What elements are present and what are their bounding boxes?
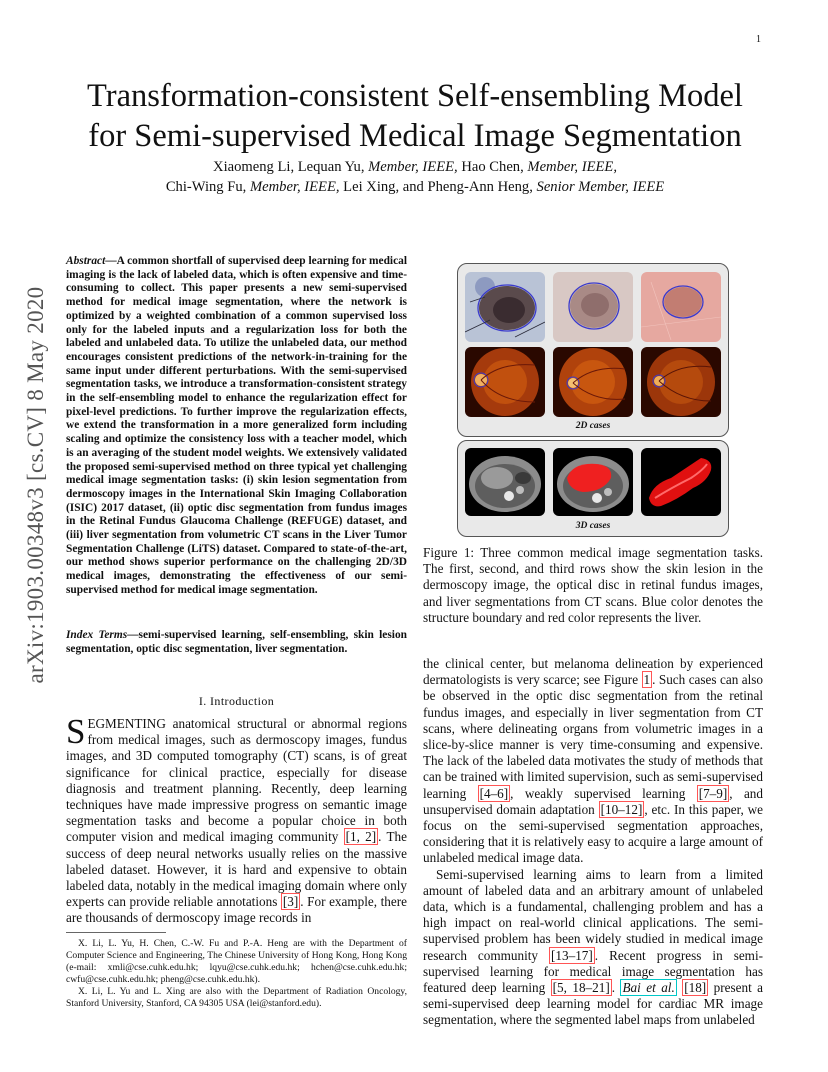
author-line-1: [60, 157, 770, 177]
section-heading: I. Introduction: [198, 694, 275, 708]
page-number: 1: [756, 34, 761, 45]
citation-link[interactable]: [13–17]: [551, 947, 593, 963]
ct-scan-liver-overlay: [553, 448, 633, 516]
text-segment: Member, IEEE,: [249, 179, 340, 195]
arxiv-identifier-text: arXiv:1903.00348v3 [cs.CV] 8 May 2020: [23, 286, 48, 684]
index-terms-text: —semi-supervised learning, self-ensembling, skin lesion segmentation, optic disc segmentation, liver segmentation.: [66, 629, 407, 655]
citation-link[interactable]: [1, 2]: [345, 829, 377, 845]
author-line-2: [60, 177, 770, 197]
title-line-2: for Semi-supervised Medical Image Segmentation: [88, 118, 742, 154]
citation-link[interactable]: [18]: [684, 980, 707, 996]
text-segment: , and unsupervised domain adaptation: [423, 785, 763, 817]
figure-3d-panel: [457, 440, 729, 537]
text-segment: , weakly supervised learning: [510, 785, 697, 801]
figure-2d-panel: [457, 263, 729, 437]
text-segment: . Recent progress in semi-supervised learning for medical image segmentation has featured deep learning: [423, 947, 763, 996]
text-segment: . Such cases can also be observed in the optic disc segmentation from the retinal fundus images, and especially in liver segmentation from CT scans, where delineating organs from volumetric images in a slice-by-slice manner is very time-consuming and expensive. The lack of the labeled data motivates the study of methods that can be trained with limited supervision, such as semi-supervised learning: [423, 672, 763, 801]
intro-body: [66, 712, 407, 926]
citation-link[interactable]: [10–12]: [600, 801, 643, 817]
footnote-affiliation-2: X. Li, L. Yu and L. Xing are also with the Department of Radiation Oncology, Stanford University, Stanford, CA 94305 USA (lei@stanford.edu).: [66, 986, 407, 1009]
figure-label-3d: 3D cases: [575, 521, 611, 531]
text-segment: Xiaomeng Li, Lequan Yu,: [213, 159, 369, 175]
text-segment: the clinical center, but melanoma delineation by experienced dermatologists is very scarce; see Figure: [423, 656, 763, 688]
abstract-label: Abstract: [66, 255, 106, 267]
text-segment: .: [611, 980, 621, 996]
intro-paragraph: [66, 712, 407, 927]
text-segment: Lei Xing, and Pheng-Ann Heng,: [339, 179, 537, 195]
text-segment: . The success of deep neural networks usually relies on the massive labeled dataset. However, it is hard and expensive to obtain labeled data, notably in the medical imaging domain where only experts can provide reliable annotations: [66, 829, 407, 910]
text-segment: anatomical structural or abnormal regions from medical images, such as dermoscopy images, fundus images, and 3D computed tomography (CT) scans, is of great significance for clinical practice, especially for disease diagnosis and treatment planning. Recently, deep learning techniques have made impressive progress on semantic image segmentation tasks and become a popular choice in both computer vision and medical imaging community: [66, 716, 407, 845]
paper-title: [60, 76, 770, 156]
title-line-1: Transformation-consistent Self-ensembling Model: [87, 78, 743, 114]
text-segment: , etc. In this paper, we focus on the semi-supervised segmentation approaches, considering that it is relatively easy to acquire a large amount of unlabeled medical image data.: [423, 801, 763, 866]
liver-3d-render: [641, 448, 721, 516]
index-terms: [66, 629, 407, 656]
footnote-affiliation-1: X. Li, L. Yu, H. Chen, C.-W. Fu and P.-A. Heng are with the Department of Computer Science and Engineering, The Chinese University of Hong Kong, Hong Kong (e-mail: xmli@cse.cuhk.edu.hk; lqyu@cse.cuhk.edu.hk; hchen@cse.cuhk.edu.hk; cwfu@cse.cuhk.edu.hk; pheng@cse.cuhk.edu.hk).: [66, 938, 407, 985]
figure-label-2d: 2D cases: [575, 421, 611, 431]
figure-caption: Figure 1: Three common medical image segmentation tasks. The first, second, and third rows show the skin lesion in the dermoscopy image, the optical disc in retinal fundus images, and liver segmentations from CT scans. Blue color denotes the structure boundary and red color represents the liver.: [423, 545, 763, 625]
dermoscopy-image-3: [641, 272, 721, 342]
author-list: [60, 157, 770, 197]
text-segment: Senior Member, IEEE: [536, 179, 665, 195]
text-segment: Member, IEEE,: [368, 159, 458, 175]
citation-link[interactable]: [7–9]: [698, 785, 728, 801]
dermoscopy-image-2: [553, 272, 633, 342]
text-segment: Semi-supervised learning aims to learn from a limited amount of labeled data and an arbitrary amount of unlabeled data, which is a fundamental, challenging problem and has a high impact on real-world clinical applications. The semi-supervised problem has been widely studied in medical image research community: [423, 866, 763, 963]
fundus-image-2: [553, 347, 633, 417]
text-segment: Member, IEEE,: [527, 159, 617, 175]
arxiv-identifier: [20, 285, 52, 685]
right-column-text: [423, 656, 763, 1029]
text-segment: Chi-Wing Fu,: [165, 179, 250, 195]
index-terms-label: Index Terms: [66, 629, 128, 641]
abstract: [66, 255, 407, 598]
footnote-rule: [66, 932, 166, 933]
text-segment: Hao Chen,: [457, 159, 528, 175]
footnotes: [66, 938, 407, 1010]
abstract-text: —A common shortfall of supervised deep learning for medical imaging is the lack of labeled data, which is often expensive and time-consuming to collect. This paper presents a new semi-supervised method for medical image segmentation, where the network is optimized by a weighted combination of a common supervised loss only for the labeled inputs and a regularization loss for both the labeled and unlabeled data. To utilize the unlabeled data, our method encourages consistent predictions of the network-in-training for the same input under different perturbations. With the semi-supervised segmentation tasks, we introduce a transformation-consistent strategy in the self-ensembling model to enhance the regularization effect for pixel-level predictions. To further improve the regularization effects, we extend the transformation in a more generalized form including scaling and optimize the consistency loss with a teacher model, which is an averaging of the student model weights. We extensively validated the proposed semi-supervised method on three typical yet challenging medical image segmentation tasks: (i) skin lesion segmentation from dermoscopy images in the International Skin Imaging Collaboration (ISIC) 2017 dataset, (ii) optic disc segmentation from fundus images in the Retinal Fundus Glaucoma Challenge (REFUGE) dataset, and (iii) liver segmentation from volumetric CT scans in the Liver Tumor Segmentation Challenge (LiTS) dataset. Compared to state-of-the-art, our method shows superior performance on the challenging 2D/3D medical images, demonstrating the effectiveness of our semi-supervised method for medical image segmentation.: [66, 255, 407, 596]
citation-link[interactable]: [4–6]: [479, 785, 509, 801]
citation-link[interactable]: 1: [643, 672, 651, 688]
fundus-image-3: [641, 347, 721, 417]
right-paragraph-2: [423, 867, 763, 1029]
text-segment: present a semi-supervised deep learning model for cardiac MR image segmentation, where the segmented label maps from unlabeled: [423, 980, 764, 1028]
right-paragraph-1: [423, 656, 763, 867]
text-segment: . For example, there are thousands of dermoscopy image records in: [66, 894, 407, 926]
dermoscopy-image-1: [465, 272, 545, 342]
citation-link[interactable]: [5, 18–21]: [552, 980, 610, 996]
ct-scan-image: [465, 448, 545, 516]
fundus-image-1: [465, 347, 545, 417]
drop-cap: S: [66, 712, 86, 751]
author-link[interactable]: Bai et al.: [622, 980, 675, 996]
intro-lead: EGMENTING: [87, 716, 166, 731]
citation-link[interactable]: [3]: [282, 894, 299, 910]
